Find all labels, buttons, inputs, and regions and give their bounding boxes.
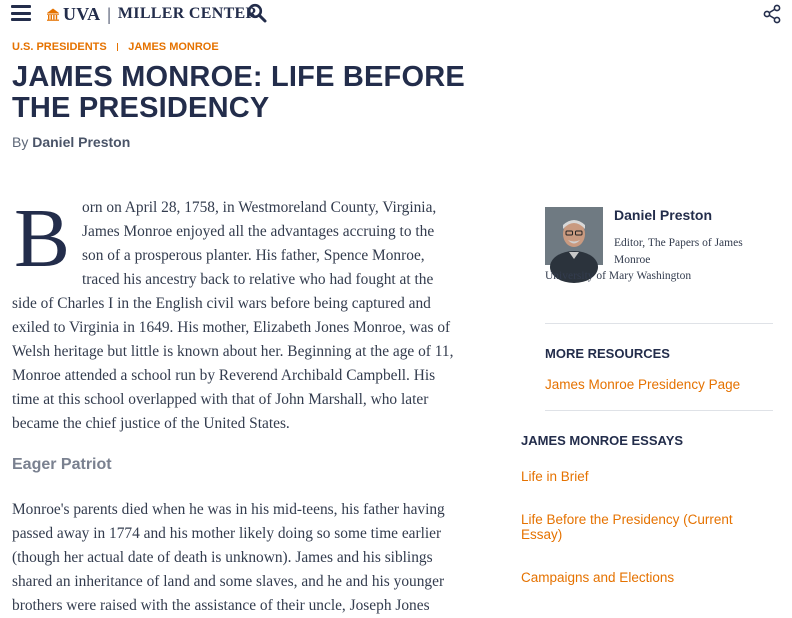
breadcrumb-us-presidents[interactable]: U.S. PRESIDENTS <box>12 41 107 53</box>
site-header <box>0 0 792 28</box>
author-role: Editor, The Papers of James Monroe <box>614 237 743 266</box>
essays-heading: JAMES MONROE ESSAYS <box>521 433 684 448</box>
rotunda-icon <box>46 7 60 21</box>
breadcrumb-separator <box>117 43 119 51</box>
article-paragraph-1-text: orn on April 28, 1758, in Westmoreland County, Virginia, James Monroe enjoyed all the advantages accruing to the son of a prosperous planter. His father, Spence Monroe, traced his ancestry back to relative who had fought at the side of Charles I in the English civil wars before being captured and exiled to Virginia in 1649. His mother, Elizabeth Jones Monroe, was of Welsh heritage but little is known about her. Beginning at the age of 11, Monroe attended a school run by Reverend Archibald Campbell. His time at this school overlapped with that of John Marshall, who later became the chief justice of the United States. <box>12 199 454 432</box>
author-affiliation: University of Mary Washington <box>545 270 692 282</box>
site-logo[interactable] <box>46 5 257 23</box>
article-paragraph-1 <box>12 192 454 436</box>
byline <box>12 134 130 150</box>
breadcrumb <box>12 41 219 53</box>
author-avatar <box>545 207 603 265</box>
essay-link-life-before-presidency[interactable]: Life Before the Presidency (Current Essay) <box>521 512 733 542</box>
breadcrumb-james-monroe[interactable]: JAMES MONROE <box>128 41 219 53</box>
sidebar-divider <box>545 323 773 324</box>
sidebar-divider <box>545 410 773 411</box>
hamburger-menu-icon[interactable] <box>11 5 31 21</box>
byline-author[interactable]: Daniel Preston <box>32 134 131 150</box>
presidency-page-link[interactable]: James Monroe Presidency Page <box>545 377 741 392</box>
logo-divider: | <box>107 3 111 24</box>
logo-uva: UVA <box>63 3 101 24</box>
section-heading-eager-patriot: Eager Patriot <box>12 456 112 473</box>
page-title: JAMES MONROE: LIFE BEFORE THE PRESIDENCY <box>12 61 465 124</box>
share-icon[interactable] <box>762 4 782 24</box>
author-name[interactable]: Daniel Preston <box>614 207 713 223</box>
drop-cap: B <box>14 192 71 285</box>
essay-link-campaigns-elections[interactable]: Campaigns and Elections <box>521 570 675 585</box>
article-paragraph-2: Monroe's parents died when he was in his mid-teens, his father having passed away in 1774 and his mother likely doing so some time earlier (though her actual date of death is unknown). James and his siblings shared an inheritance of land and some slaves, and he and his younger brothers were raised with the assistance of their uncle, Joseph Jones <box>12 501 445 614</box>
essay-link-life-in-brief[interactable]: Life in Brief <box>521 469 589 484</box>
more-resources-heading: MORE RESOURCES <box>545 346 670 361</box>
search-icon[interactable] <box>247 3 267 23</box>
byline-prefix: By <box>12 134 29 150</box>
logo-miller-center: MILLER CENTER <box>117 5 258 22</box>
